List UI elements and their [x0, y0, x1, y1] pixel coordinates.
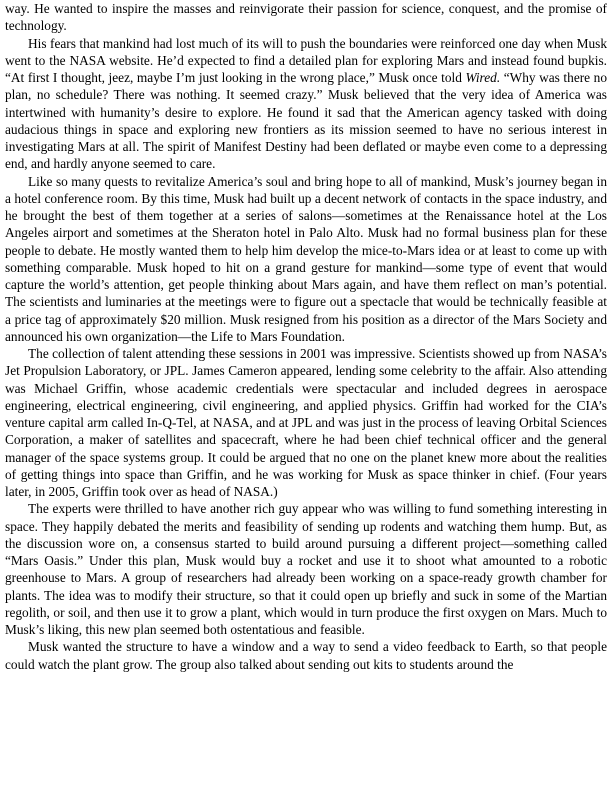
paragraph-3 [5, 173, 607, 346]
paragraph-2-text-b: “Why was there no plan, no schedule? There was nothing. It seemed crazy.” Musk believed that the very idea of America was intertwined with humanity’s desire to explore. He found it sad that the American agency tasked with doing audacious things in space and exploring new frontiers as its mission seemed to have no serious interest in investigating Mars at all. The spirit of Manifest Destiny had been deflated or maybe even come to a depressing end, and hardly anyone seemed to care. [5, 70, 608, 172]
paragraph-1 [5, 0, 607, 35]
paragraph-6-text: Musk wanted the structure to have a window and a way to send a video feedback to Earth, so that people could watch the plant grow. The group also talked about sending out kits to students around the [5, 639, 607, 672]
paragraph-2 [5, 35, 607, 173]
paragraph-4 [5, 345, 607, 500]
document-page [5, 0, 607, 673]
paragraph-5-text: The experts were thrilled to have another rich guy appear who was willing to fund something interesting in space. They happily debated the merits and feasibility of sending up rodents and watching them hump. But, as the discussion wore on, a consensus started to build around pursuing a different project—something called “Mars Oasis.” Under this plan, Musk would buy a rocket and use it to shoot what amounted to a robotic greenhouse to Mars. A group of researchers had already been working on a space-ready growth chamber for plants. The idea was to modify their structure, so that it could open up briefly and suck in some of the Martian regolith, or soil, and then use it to grow a plant, which would in turn produce the first oxygen on Mars. Much to Musk’s liking, this new plan seemed both ostentatious and feasible. [5, 501, 607, 637]
paragraph-4-text: The collection of talent attending these sessions in 2001 was impressive. Scientists showed up from NASA’s Jet Propulsion Laboratory, or JPL. James Cameron appeared, lending some celebrity to the affair. Also attending was Michael Griffin, whose academic credentials were spectacular and included degrees in aerospace engineering, electrical engineering, civil engineering, and applied physics. Griffin had worked for the CIA’s venture capital arm called In-Q-Tel, at NASA, and at JPL and was just in the process of leaving Orbital Sciences Corporation, a maker of satellites and spacecraft, where he had been chief technical officer and the general manager of the space systems group. It could be argued that no one on the planet knew more about the realities of getting things into space than Griffin, and he was working for Musk as space thinker in chief. (Four years later, in 2005, Griffin took over as head of NASA.) [5, 346, 607, 499]
paragraph-6 [5, 638, 607, 673]
paragraph-2-text-a: His fears that mankind had lost much of its will to push the boundaries were reinforced one day when Musk went to the NASA website. He’d expected to find a detailed plan for exploring Mars and instead found bupkis. “At first I thought, jeez, maybe I’m just looking in the wrong place,” Musk once told [5, 35, 607, 85]
paragraph-1-text: way. He wanted to inspire the masses and reinvigorate their passion for science, conquest, and the promise of technology. [5, 1, 607, 34]
publication-title-wired: Wired. [465, 70, 501, 85]
paragraph-5 [5, 500, 607, 638]
paragraph-3-text: Like so many quests to revitalize America’s soul and bring hope to all of mankind, Musk’s journey began in a hotel conference room. By this time, Musk had built up a decent network of contacts in the space industry, and he brought the best of them together at a series of salons—sometimes at the Renaissance hotel at the Los Angeles airport and sometimes at the Sheraton hotel in Palo Alto. Musk had no formal business plan for these people to debate. He mostly wanted them to help him develop the mice-to-Mars idea or at least to come up with something comparable. Musk hoped to hit on a grand gesture for mankind—some type of event that would capture the world’s attention, get people thinking about Mars again, and have them reflect on man’s potential. The scientists and luminaries at the meetings were to figure out a spectacle that would be technically feasible at a price tag of approximately $20 million. Musk resigned from his position as a director of the Mars Society and announced his own organization—the Life to Mars Foundation. [5, 173, 607, 344]
